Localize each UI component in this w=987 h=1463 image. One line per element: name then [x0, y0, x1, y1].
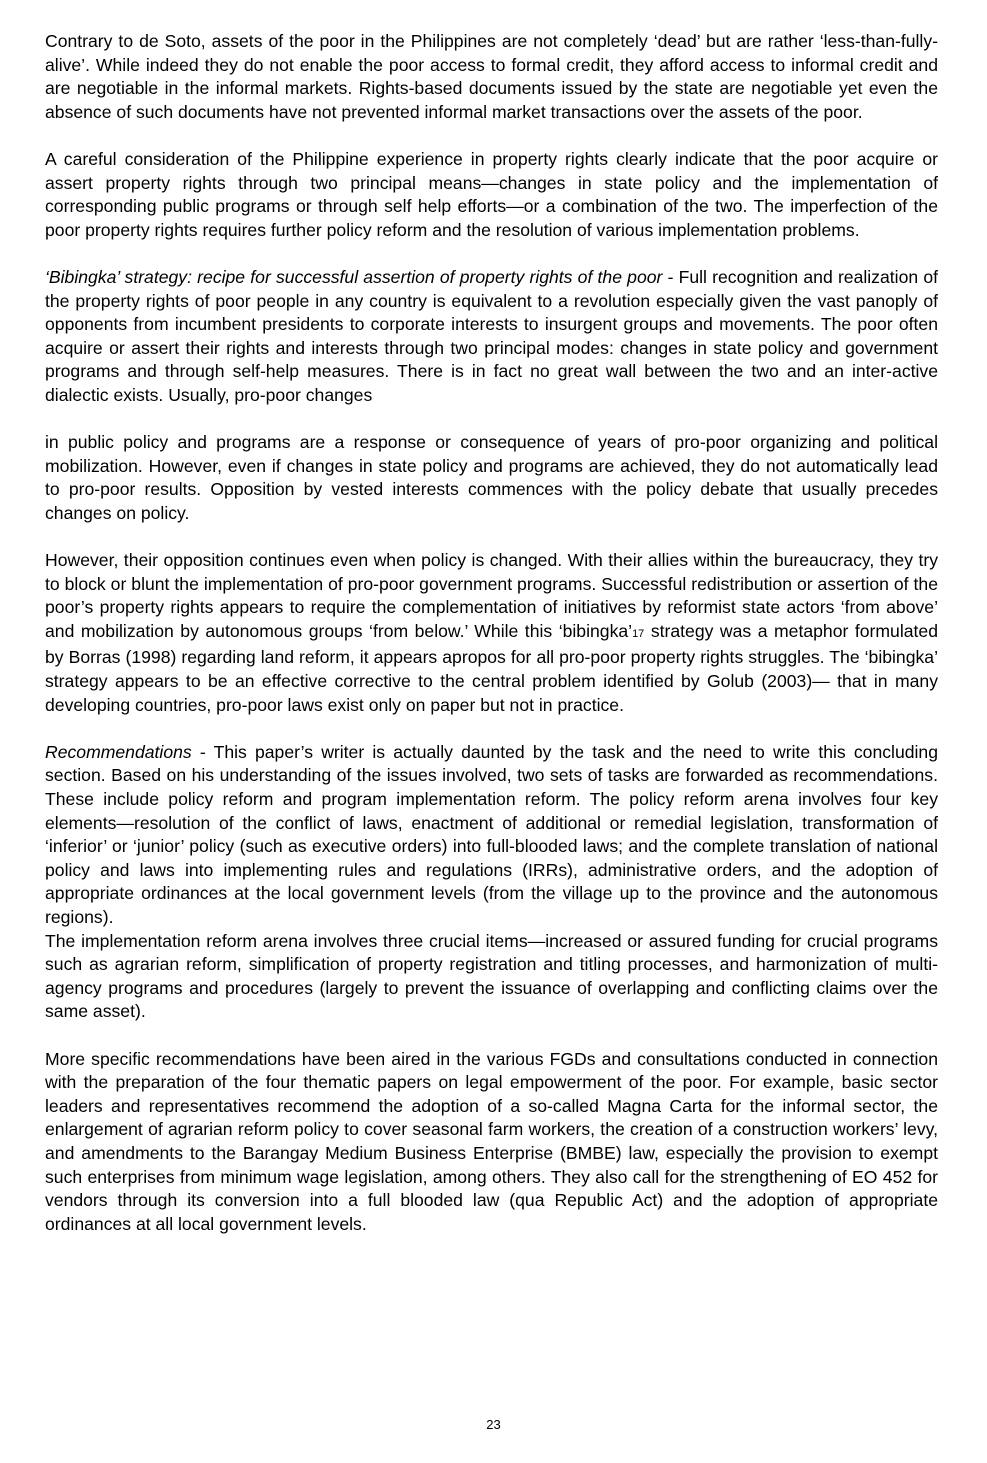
paragraph-specific-recommendations: More specific recommendations have been aired in the various FGDs and consultations conducted in connection with the preparation of the four thematic papers on legal empowerment of the poor. For example, basic sector leaders and representatives recommend the adoption of a so-called Magna Carta for the informal sector, the enlargement of agrarian reform policy to cover seasonal farm workers, the creation of a construction workers’ levy, and amendments to the Barangay Medium Business Enterprise (BMBE) law, especially the provision to exempt such enterprises from minimum wage legislation, among others. They also call for the strengthening of EO 452 for vendors through its conversion into a full blooded law (qua Republic Act) and the adoption of appropriate ordinances at all local government levels.: [45, 1048, 938, 1234]
paragraph-public-policy: in public policy and programs are a response or consequence of years of pro-poor organizing and political mobilization. However, even if changes in state policy and programs are achieved, they do not automatically lead to pro-poor results. Opposition by vested interests commences with the policy debate that usually precedes changes on policy.: [45, 432, 938, 523]
recommendations-heading: Recommendations: [45, 741, 192, 762]
bibingka-body: - Full recognition and realization of the property rights of poor people in any country is equivalent to a revolution especially given the vast panoply of opponents from incumbent presidents to corporate interests to insurgent groups and movements. The poor often acquire or assert their rights and interests through two principal modes: changes in state policy and government programs and through self-help measures. There is in fact no great wall between the two and an inter-active dialectic exists. Usually, pro-poor changes: [45, 266, 938, 405]
paragraph-spacer: [45, 1024, 938, 1048]
document-body: [45, 30, 938, 1260]
paragraph-bibingka-strategy: [45, 266, 938, 408]
paragraph-recommendations: [45, 741, 938, 930]
paragraph-opposition: [45, 549, 938, 717]
paragraph-implementation-reform: The implementation reform arena involves three crucial items—increased or assured funding for crucial programs such as agrarian reform, simplification of property registration and titling processes, and harmonization of multi-agency programs and procedures (largely to prevent the issuance of overlapping and conflicting claims over the same asset).: [45, 930, 938, 1022]
bibingka-heading: ‘Bibingka’ strategy: recipe for successful assertion of property rights of the poor: [45, 266, 663, 287]
paragraph-de-soto: Contrary to de Soto, assets of the poor in the Philippines are not completely ‘dead’ but are rather ‘less-than-fully-alive’. While indeed they do not enable the poor access to formal credit, they afford access to informal credit and are negotiable in the informal markets. Rights-based documents issued by the state are negotiable yet even the absence of such documents have not prevented informal market transactions over the assets of the poor.: [45, 31, 938, 122]
page-number: 23: [486, 1417, 501, 1432]
opposition-text-b: strategy was a metaphor formulated by Borras (1998) regarding land reform, it appears apropos for all pro-poor property rights struggles. The ‘bibingka’ strategy appears to be an effective corrective to the central problem identified by Golub (2003)— that in many developing countries, pro-poor laws exist only on paper but not in practice.: [45, 620, 938, 715]
opposition-text-a: However, their opposition continues even when policy is changed. With their allies within the bureaucracy, they try to block or blunt the implementation of pro-poor government programs. Successful redistribution or assertion of the poor’s property rights appears to require the complementation of initiatives by reformist state actors ‘from above’ and mobilization by autonomous groups ‘from below.’ While this ‘bibingka’: [45, 550, 938, 641]
paragraph-philippine-experience: A careful consideration of the Philippine experience in property rights clearly indicate that the poor acquire or assert property rights through two principal means—changes in state policy and the implementation of corresponding public programs or through self help efforts—or a combination of the two. The imperfection of the poor property rights requires further policy reform and the resolution of various implementation problems.: [45, 148, 938, 240]
footnote-marker: 17: [632, 627, 645, 640]
recommendations-body: - This paper’s writer is actually daunted by the task and the need to write this concluding section. Based on his understanding of the issues involved, two sets of tasks are forwarded as recommendations. These include policy reform and program implementation reform. The policy reform arena involves four key elements—resolution of the conflict of laws, enactment of additional or remedial legislation, transformation of ‘inferior’ or ‘junior’ policy (such as executive orders) into full-blooded laws; and the complete translation of national policy and laws into implementing rules and regulations (IRRs), administrative orders, and the adoption of appropriate ordinances at the local government levels (from the village up to the province and the autonomous regions).: [45, 741, 938, 927]
